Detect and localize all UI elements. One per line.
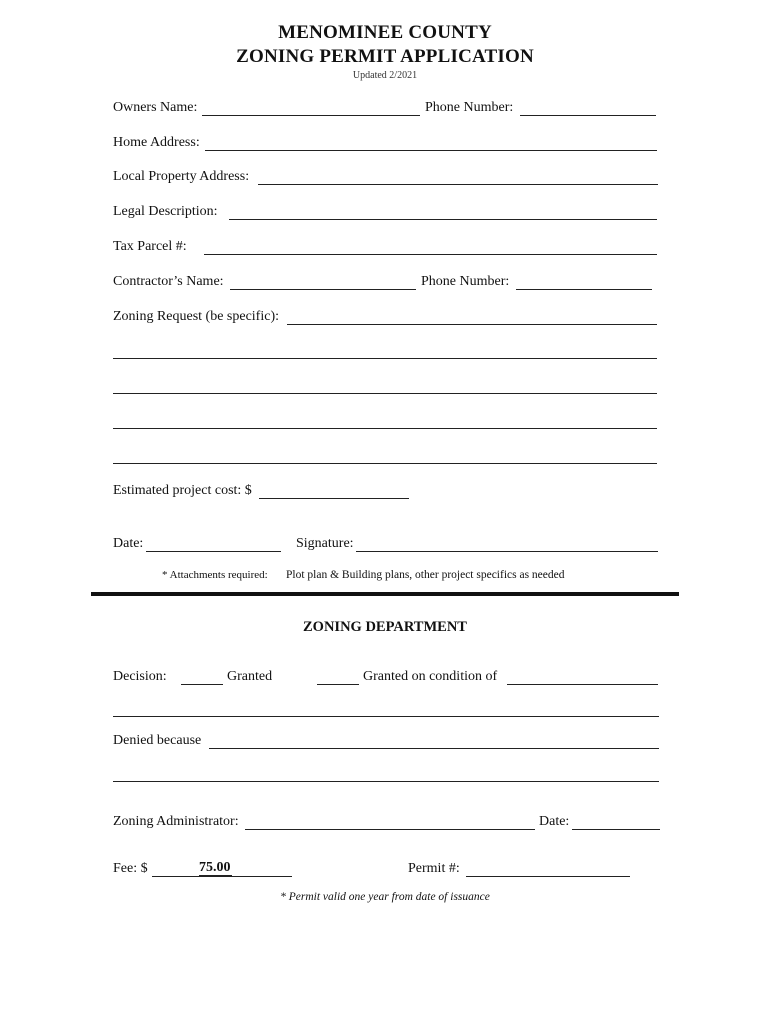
fee-label: Fee: $	[113, 861, 148, 876]
owner-phone-field[interactable]	[520, 115, 656, 116]
owner-phone-label: Phone Number:	[425, 100, 514, 115]
date-label: Date:	[113, 536, 144, 551]
local-property-address-field[interactable]	[258, 184, 658, 185]
tax-parcel-label: Tax Parcel #:	[113, 239, 187, 254]
owners-name-label: Owners Name:	[113, 100, 198, 115]
denied-because-field[interactable]	[209, 748, 659, 749]
contractors-name-field[interactable]	[230, 289, 416, 290]
granted-on-condition-label: Granted on condition of	[363, 669, 498, 684]
updated-date: Updated 2/2021	[352, 70, 418, 81]
signature-label: Signature:	[296, 536, 354, 551]
fee-value-underline	[199, 875, 232, 876]
denied-because-label: Denied because	[113, 733, 202, 748]
form-title-application: ZONING PERMIT APPLICATION	[236, 46, 534, 67]
zoning-department-heading: ZONING DEPARTMENT	[303, 619, 467, 635]
granted-check-field[interactable]	[181, 684, 223, 685]
granted-condition-field[interactable]	[507, 684, 658, 685]
contractors-name-label: Contractor’s Name:	[113, 274, 224, 289]
owners-name-field[interactable]	[202, 115, 420, 116]
legal-description-field[interactable]	[229, 219, 657, 220]
attachments-required-label: * Attachments required:	[162, 569, 268, 581]
zoning-request-line-5[interactable]	[113, 463, 657, 464]
section-divider	[91, 592, 679, 596]
zoning-request-line-3[interactable]	[113, 393, 657, 394]
local-property-address-label: Local Property Address:	[113, 169, 250, 184]
signature-field[interactable]	[356, 551, 658, 552]
permit-validity-note: * Permit valid one year from date of issuance	[280, 891, 490, 903]
granted-condition-check-field[interactable]	[317, 684, 359, 685]
contractor-phone-label: Phone Number:	[421, 274, 510, 289]
permit-number-label: Permit #:	[408, 861, 460, 876]
legal-description-label: Legal Description:	[113, 204, 218, 219]
attachments-required-items: Plot plan & Building plans, other project specifics as needed	[286, 569, 565, 581]
zoning-request-label: Zoning Request (be specific):	[113, 309, 280, 324]
fee-field[interactable]	[152, 876, 292, 877]
date-field[interactable]	[146, 551, 281, 552]
decision-label: Decision:	[113, 669, 167, 684]
form-title-county: MENOMINEE COUNTY	[278, 22, 492, 43]
permit-number-field[interactable]	[466, 876, 630, 877]
zoning-administrator-field[interactable]	[245, 829, 535, 830]
fee-value: 75.00	[199, 860, 231, 875]
tax-parcel-field[interactable]	[204, 254, 657, 255]
granted-label: Granted	[227, 669, 273, 684]
estimated-cost-field[interactable]	[259, 498, 409, 499]
home-address-label: Home Address:	[113, 135, 200, 150]
home-address-field[interactable]	[205, 150, 657, 151]
zoning-request-line-2[interactable]	[113, 358, 657, 359]
zoning-request-field[interactable]	[287, 324, 657, 325]
condition-line-2[interactable]	[113, 716, 659, 717]
zoning-request-line-4[interactable]	[113, 428, 657, 429]
admin-date-field[interactable]	[572, 829, 660, 830]
contractor-phone-field[interactable]	[516, 289, 652, 290]
zoning-administrator-label: Zoning Administrator:	[113, 814, 239, 829]
denied-because-line-2[interactable]	[113, 781, 659, 782]
admin-date-label: Date:	[539, 814, 570, 829]
estimated-cost-label: Estimated project cost: $	[113, 483, 252, 498]
